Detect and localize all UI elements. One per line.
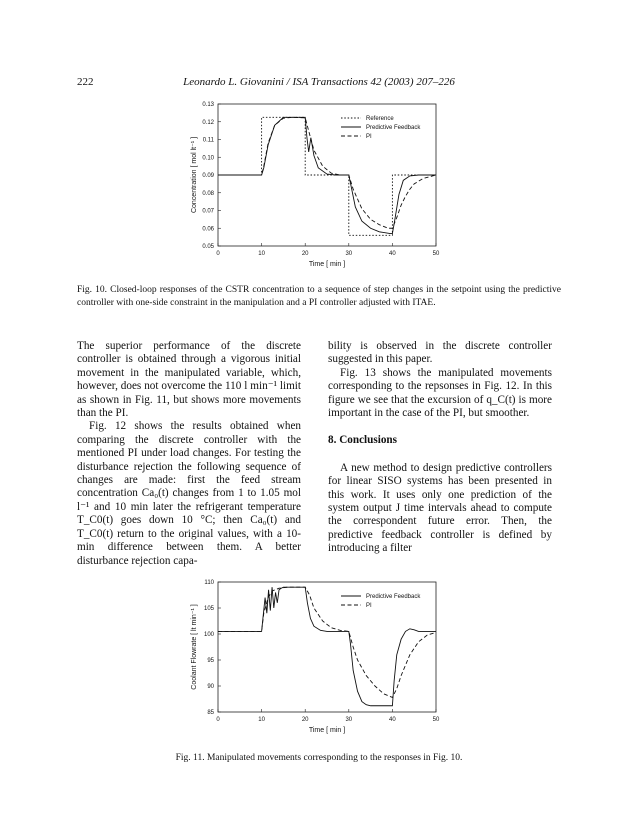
y-tick-label: 0.06 [202,226,214,233]
legend-label: Predictive Feedback [366,125,421,131]
series-line-predictive-feedback [218,587,436,706]
y-tick-label: 90 [207,684,214,690]
figure-11-caption: Fig. 11. Manipulated movements corresponding to the responses in Fig. 10. [175,753,463,763]
legend-label: Reference [366,116,394,122]
right-paragraph-3: A new method to design predictive controllers for linear SISO systems has been presented in this work. It uses only one prediction of the system output J time intervals ahead to compute the correspondent future error. Then, the predictive feedback controller is defined by introducing a filter [328,461,552,555]
x-tick-label: 0 [216,717,220,723]
y-tick-label: 0.07 [202,208,214,215]
running-head: Leonardo L. Giovanini / ISA Transactions 42 (2003) 207–226 [183,76,455,88]
x-tick-label: 40 [389,251,396,257]
x-axis-label: Time [ min ] [308,727,346,734]
right-paragraph-1: bility is observed in the discrete controller suggested in this paper. [328,340,552,366]
right-paragraph-2: Fig. 13 shows the manipulated movements corresponding to the repsonses in Fig. 12. In this figure we see that the excursion of q_C(t) is more important in the case of the PI, but smoother. [328,366,552,420]
figure-11-chart [180,572,460,748]
x-tick-label: 50 [432,251,440,257]
y-tick-label: 0.11 [202,137,214,144]
figure-10-chart [180,96,460,276]
x-tick-label: 20 [301,251,309,257]
x-tick-label: 10 [258,717,265,723]
x-tick-label: 20 [301,717,309,723]
y-tick-label: 0.09 [202,173,214,179]
y-tick-label: 110 [204,580,214,586]
y-tick-label: 0.13 [202,102,214,108]
legend-label: PI [366,134,372,140]
series-line-reference [218,117,436,235]
y-tick-label: 100 [203,632,214,638]
y-tick-label: 0.05 [202,244,214,250]
plot-frame [218,582,436,712]
page-number: 222 [77,76,94,88]
x-tick-label: 30 [345,717,353,723]
x-tick-label: 0 [216,251,220,257]
right-column [328,340,552,556]
series-line-pi [218,587,436,697]
series-line-pi [218,117,436,228]
x-tick-label: 40 [389,717,396,723]
y-tick-label: 105 [203,606,214,612]
left-paragraph-1: The superior performance of the discrete controller is obtained through a vigorous initial movement in the manipulated variable, which, however, does not overcome the 110 l min⁻¹ limit as shown in Fig. 11, but shows more movements than the PI. [77,340,301,420]
y-tick-label: 85 [207,710,214,716]
y-tick-label: 0.08 [202,190,214,197]
y-tick-label: 95 [207,658,214,664]
section-heading-conclusions: 8. Conclusions [328,434,398,447]
legend-label: Predictive Feedback [366,594,421,600]
y-axis-label: Concentration [ mol lt⁻¹ ] [191,136,198,214]
y-axis-label: Coolant Flowrate [ lt min⁻¹ ] [191,604,198,690]
y-tick-label: 0.10 [202,155,214,162]
legend-label: PI [366,603,372,609]
x-tick-label: 30 [345,251,353,257]
left-column [77,340,301,568]
y-tick-label: 0.12 [202,119,214,126]
x-tick-label: 50 [432,717,440,723]
x-tick-label: 10 [258,251,265,257]
figure-10-caption: Fig. 10. Closed-loop responses of the CSTR concentration to a sequence of step changes in the setpoint using the predictive controller with one-side constraint in the manipulation and a PI controller adjusted with ITAE. [77,285,561,308]
left-paragraph-2: Fig. 12 shows the results obtained when comparing the discrete controller with the mentioned PI under load changes. For testing the disturbance rejection the following sequence of changes are made: first the feed stream concentration Ca₀(t) changes from 1 to 1.05 mol l⁻¹ and 10 min later the refrigerant temperature T_C0(t) goes down 10 °C; then Ca₀(t) and T_C0(t) return to the original values, with a 10-min difference between them. A better disturbance rejection capa- [77,420,301,567]
x-axis-label: Time [ min ] [308,261,346,268]
